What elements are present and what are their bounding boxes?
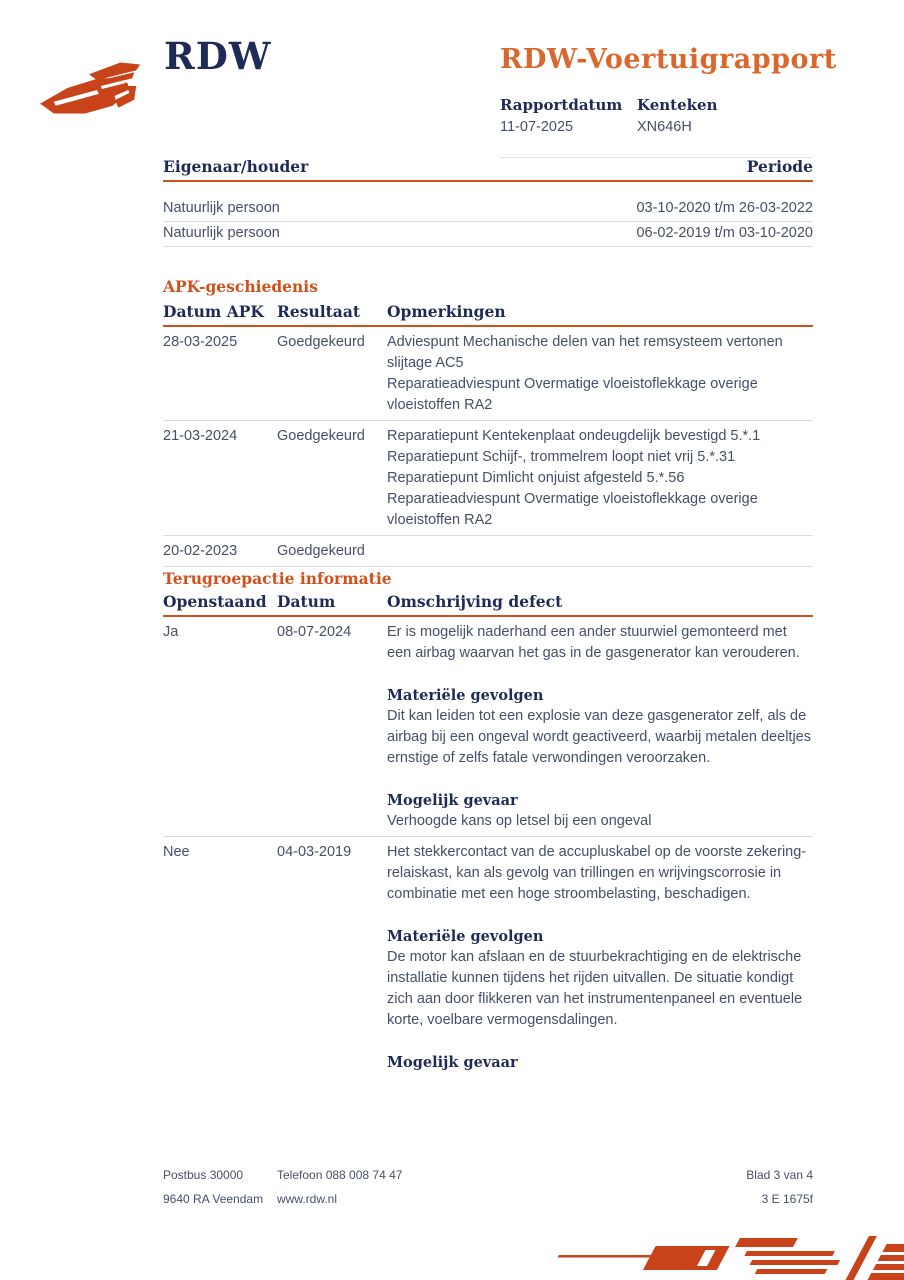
- recall-open-value: Ja: [163, 624, 179, 640]
- page-footer: [163, 1163, 813, 1211]
- owner-period: 06-02-2019 t/m 03-10-2020: [636, 225, 813, 241]
- speed-stripes-icon: [504, 1234, 904, 1280]
- owner-name: Natuurlijk persoon: [163, 200, 280, 216]
- apk-remark: Reparatieadviespunt Overmatige vloeistoflekkage overige vloeistoffen RA2: [387, 491, 758, 528]
- owner-period: 03-10-2020 t/m 26-03-2022: [636, 200, 813, 216]
- apk-date: 28-03-2025: [163, 334, 238, 350]
- apk-date: 20-02-2023: [163, 543, 238, 559]
- apk-remark: Adviespunt Mechanische delen van het remsysteem vertonen slijtage AC5: [387, 334, 783, 371]
- recall-detail: [387, 842, 813, 1073]
- apk-rows: [163, 327, 813, 567]
- owner-section: [163, 157, 813, 247]
- recall-danger-label: Mogelijk gevaar: [387, 1054, 518, 1071]
- apk-remark: Reparatieadviespunt Overmatige vloeistoflekkage overige vloeistoffen RA2: [387, 376, 758, 413]
- report-date-value: 11-07-2025: [500, 119, 574, 135]
- apk-result: Goedgekeurd: [277, 428, 365, 444]
- apk-row: [163, 327, 813, 421]
- recall-date-value: 08-07-2024: [277, 624, 352, 640]
- recall-material-label: Materiële gevolgen: [387, 928, 544, 945]
- report-meta: [500, 96, 813, 158]
- recall-material-text: De motor kan afslaan en de stuurbekrachtiging en de elektrische installatie kunnen tijdens het rijden uitvallen. De situatie kondigt zich aan door flikkeren van het instrumentenpaneel en eventuele korte, voelbare vermogensdalingen.: [387, 949, 803, 1028]
- apk-date: 21-03-2024: [163, 428, 238, 444]
- apk-history-section: [163, 277, 813, 567]
- owner-section-title: Eigenaar/houder: [163, 157, 309, 176]
- recall-description-text: Het stekkercontact van de accupluskabel op de voorste zekering-relaiskast, kan als gevolg van trillingen en wrijvingscorrosie in combinatie met een hoge stroombelasting, beschadigen.: [387, 844, 807, 902]
- footer-address-line2: 9640 RA Veendam: [163, 1192, 264, 1206]
- recall-date-value: 04-03-2019: [277, 844, 352, 860]
- apk-row: [163, 421, 813, 536]
- recall-col-description: Omschrijving defect: [387, 592, 563, 611]
- apk-col-remarks: Opmerkingen: [387, 302, 506, 321]
- apk-remark: Reparatiepunt Schijf-, trommelrem loopt niet vrij 5.*.31: [387, 449, 736, 465]
- apk-col-date: Datum APK: [163, 302, 264, 321]
- footer-doc-code: 3 E 1675f: [761, 1192, 813, 1206]
- apk-remark: Reparatiepunt Kentekenplaat ondeugdelijk bevestigd 5.*.1: [387, 428, 761, 444]
- recall-section-title: Terugroepactie informatie: [163, 569, 392, 588]
- rdw-logo-text: RDW: [164, 34, 272, 78]
- recall-row: [163, 617, 813, 836]
- recall-row: [163, 836, 813, 1077]
- owner-row: [163, 222, 813, 247]
- rdw-logo: [38, 34, 272, 122]
- recall-col-open: Openstaand: [163, 592, 267, 611]
- apk-remarks: [387, 426, 813, 531]
- owner-name: Natuurlijk persoon: [163, 225, 280, 241]
- recall-open-value: Nee: [163, 844, 190, 860]
- period-column-header: Periode: [746, 157, 813, 176]
- recall-material-text: Dit kan leiden tot een explosie van deze gasgenerator zelf, als de airbag bij een ongeval wordt geactiveerd, waarbij metalen deeltjes ernstige of zelfs fatale verwondingen veroorzaken.: [387, 708, 811, 766]
- apk-section-title: APK-geschiedenis: [163, 277, 318, 296]
- footer-website: www.rdw.nl: [277, 1192, 338, 1206]
- recall-material-label: Materiële gevolgen: [387, 687, 544, 704]
- apk-row: [163, 536, 813, 567]
- license-plate-value: XN646H: [637, 119, 692, 135]
- report-date-label: Rapportdatum: [500, 96, 623, 114]
- apk-result: Goedgekeurd: [277, 543, 365, 559]
- recall-rows: [163, 617, 813, 1077]
- owner-rows: [163, 197, 813, 247]
- apk-remark: Reparatiepunt Dimlicht onjuist afgesteld 5.*.56: [387, 470, 685, 486]
- page-title: RDW-Voertuigrapport: [500, 44, 837, 75]
- recall-danger-text: Verhoogde kans op letsel bij een ongeval: [387, 813, 652, 829]
- rdw-eagle-icon: [38, 56, 146, 122]
- owner-row: [163, 197, 813, 222]
- recall-description-text: Er is mogelijk naderhand een ander stuurwiel gemonteerd met een airbag waarvan het gas in de gasgenerator kan verouderen.: [387, 624, 800, 661]
- apk-result: Goedgekeurd: [277, 334, 365, 350]
- footer-phone: Telefoon 088 008 74 47: [277, 1168, 403, 1182]
- license-plate-label: Kenteken: [637, 96, 718, 114]
- apk-remarks: [387, 332, 813, 416]
- recall-section: [163, 569, 813, 1077]
- recall-danger-label: Mogelijk gevaar: [387, 792, 518, 809]
- recall-detail: [387, 622, 813, 832]
- apk-col-result: Resultaat: [277, 302, 361, 321]
- footer-page-number: Blad 3 van 4: [746, 1168, 813, 1182]
- footer-address-line1: Postbus 30000: [163, 1168, 244, 1182]
- recall-col-date: Datum: [277, 592, 336, 611]
